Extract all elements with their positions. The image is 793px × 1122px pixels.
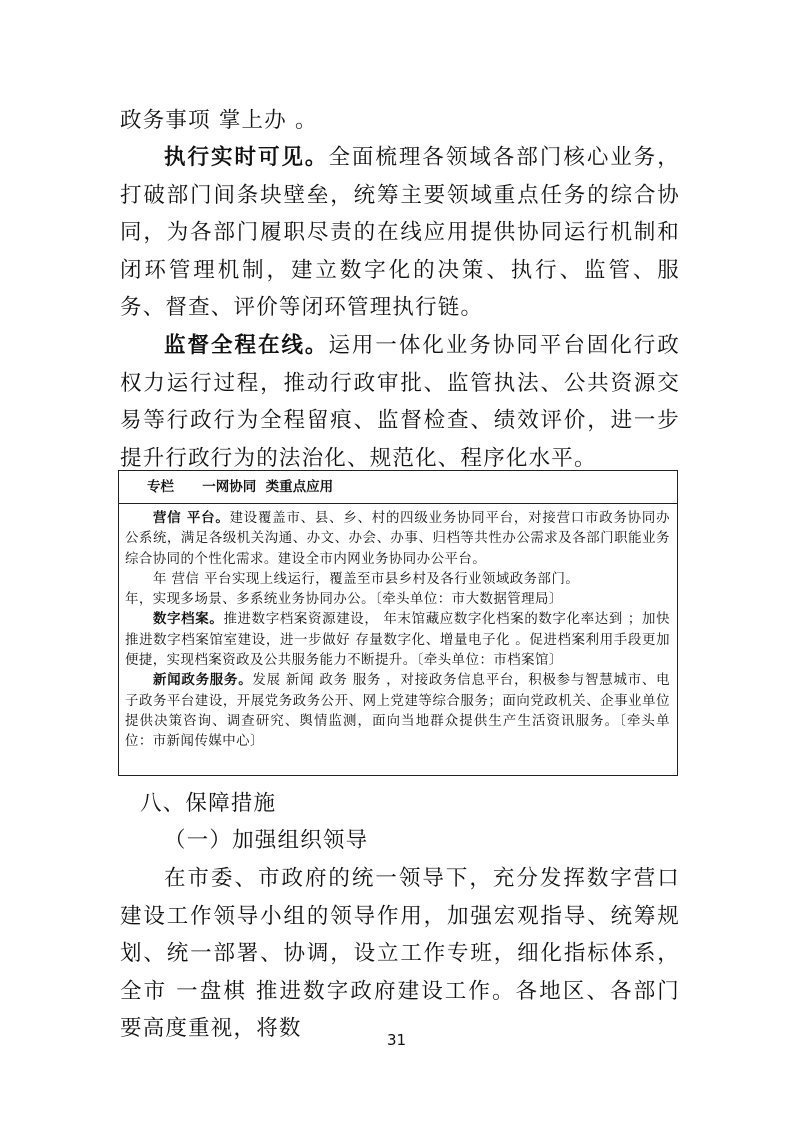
intro-line: 政务事项 掌上办 。 (120, 108, 318, 133)
closing-paragraph: 在市委、市政府的统一领导下，充分发挥数字营口建设工作领导小组的领导作用，加强宏观指导、统筹规划、统一部署、协调，设立工作专班，细化指标体系，全市 一盘棋 推进数字政府建设工作。各地区、各部门要高度重视，将数 (120, 866, 680, 1041)
paragraph-supervision (120, 327, 680, 477)
box-item-keyword: 数字档案。 (153, 612, 224, 628)
paragraph-text: 全面梳理各领域各部门核心业务，打破部门间条块壁垒，统筹主要领域重点任务的综合协同，为各部门履职尽责的在线应用提供协同运行机制和闭环管理机制，建立数字化的决策、执行、监管、服务、督查、评价等闭环管理执行链。 (120, 145, 680, 320)
box-item-text: 推进数字档案资源建设， 年末馆藏应数字化档案的数字化率达到 ；加快推进数字档案馆室建设，进一步做好 存量数字化、增量电子化 。促进档案利用手段更加便捷，实现档案资政及公共服务能力不断提升。〔牵头单位：市档案馆〕 (125, 612, 671, 669)
box-item-text: 年，实现多场景、多系统业务协同办公。〔牵头单位：市大数据管理局〕 (125, 592, 563, 608)
box-item-text: 年 营信 平台实现上线运行，覆盖至市县乡村及各行业领域政务部门。 (153, 571, 580, 587)
box-item-keyword: 营信 平台。 (153, 511, 230, 526)
paragraph-lead: 监督全程在线。 (164, 333, 329, 358)
chapter-heading: 八、保障措施 (140, 791, 277, 816)
box-item-platform (125, 509, 670, 570)
box-item-text: 发展 新闻 政务 服务 ，对接政务信息平台，积极参与智慧城市、电子政务平台建设，开展党务政务公开、网上党建等综合服务；面向党政机关、企事业单位提供决策咨询、调查研究、舆情监测，面向当地群众提供生产生活资讯服务。〔牵头单位：市新闻传媒中心〕 (125, 673, 671, 750)
box-item-news (125, 671, 670, 752)
box-item-text: 建设覆盖市、县、乡、村的四级业务协同平台，对接营口市政务协同办公系统，满足各级机关沟通、办文、办会、办事、归档等共性办公需求及各部门职能业务综合协同的个性化需求。建设全市内网业务协同办公平台。 (125, 511, 670, 567)
box-item-archives (125, 610, 670, 671)
box-item-launch (125, 570, 670, 590)
paragraph-lead: 执行实时可见。 (164, 145, 329, 170)
box-item-multi-scene (125, 590, 670, 610)
column-box-title: 专栏 一网协同 类重点应用 (119, 471, 677, 504)
paragraph-execution (120, 139, 680, 327)
column-box (118, 470, 678, 776)
column-box-body (119, 504, 677, 753)
subsection-heading: （一）加强组织领导 (164, 828, 369, 853)
page-number: 31 (386, 1031, 407, 1049)
paragraph-text: 运用一体化业务协同平台固化行政权力运行过程，推动行政审批、监管执法、公共资源交易等行政行为全程留痕、监督检查、绩效评价，进一步提升行政行为的法治化、规范化、程序化水平。 (120, 333, 680, 471)
box-item-keyword: 新闻政务服务。 (153, 673, 253, 689)
